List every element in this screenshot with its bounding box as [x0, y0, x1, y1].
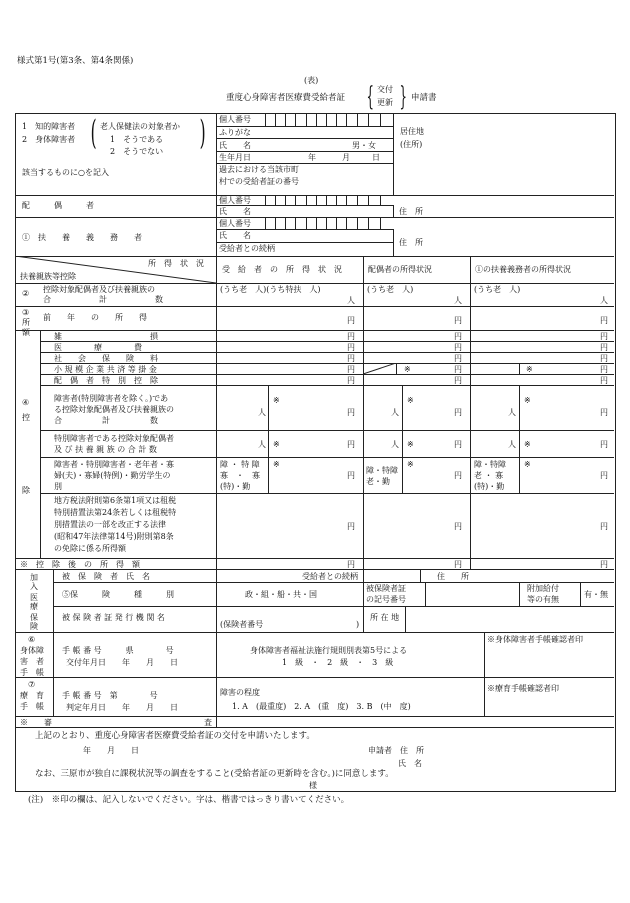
supporter-individual-number-label: 個人番号 [219, 219, 251, 228]
ded8-recipient-1: 障 ・ 特 障 [220, 460, 260, 469]
r9-c2-yen: 円 [454, 522, 462, 531]
ins-type-label: ⑤保 険 種 別 [62, 590, 174, 599]
title-option-issue: 交付 [377, 85, 393, 94]
yen-r2-c3: 円 [600, 343, 608, 352]
deduction-side-1: 控 [22, 413, 30, 422]
dob-day: 日 [372, 153, 380, 162]
review-label: ※ 審 査 [20, 718, 212, 727]
row2-spouse-unit: 人 [454, 296, 462, 305]
rehab-number: ⑦ [28, 680, 36, 689]
ded-spouse-special: 配 偶 者 特 別 控 除 [54, 376, 158, 385]
ded8-supporter-3: (特)・勤 [474, 482, 505, 491]
ded8-spouse-1: 障・特障 [366, 466, 398, 475]
row2-number: ② [22, 289, 30, 298]
r7-c3-star: ※ [524, 440, 531, 449]
ins-location-label: 所 在 地 [370, 613, 400, 622]
r8-c2-star: ※ [407, 460, 414, 469]
ded-social-insurance: 社 会 保 険 料 [54, 354, 158, 363]
yen-r1-c2: 円 [454, 332, 462, 341]
yen-r1-c3: 円 [600, 332, 608, 341]
r6-c2-yen: 円 [454, 408, 462, 417]
physical-grade-rule: 身体障害者福祉法施行規則別表第5号による [250, 646, 408, 655]
r6-c3-star: ※ [524, 396, 531, 405]
open-brace-icon: ( [90, 113, 97, 153]
ded7-label-2: 及 び 扶 養 親 族 の 合 計 数 [54, 445, 157, 454]
ded-medical: 医 療 費 [54, 343, 142, 352]
rehab-side-1: 療 育 [20, 691, 44, 700]
ded8-supporter-1: 障・特障 [474, 460, 506, 469]
elderly-option-yes: 1 そうである [110, 135, 164, 144]
extra-benefit-value: 有・無 [584, 590, 608, 599]
form-number: 様式第1号(第3条、第4条関係) [17, 56, 134, 66]
ins-relation-label: 受給者との続柄 [302, 572, 358, 581]
row3-supporter-yen: 円 [600, 316, 608, 325]
applicant-individual-number-label: 個人番号 [219, 115, 251, 124]
r9-c1-yen: 円 [347, 522, 355, 531]
row2-label-2: 合 計 数 [43, 295, 163, 304]
ded8-label-1: 障害者・特別障害者・老年者・寡 [54, 460, 174, 469]
yen-r3-c2: 円 [454, 354, 462, 363]
deduction-number: ④ [22, 398, 30, 407]
after-c1-yen: 円 [347, 560, 355, 569]
physical-side-1: 身体障 [20, 646, 44, 655]
rehab-degree-options: 1. A (最重度) 2. A (重 度) 3. B (中 度) [232, 702, 411, 711]
r9-c3-yen: 円 [600, 522, 608, 531]
row2-spouse-breakdown: (うち老 人) [367, 285, 414, 294]
ded9-line-5: の免除に係る所得額 [54, 544, 126, 553]
physical-handbook-number: 手 帳 番 号 県 号 [62, 646, 174, 655]
r6-c1-yen: 円 [347, 408, 355, 417]
r6-c1-person: 人 [258, 408, 266, 417]
r8-c3-yen: 円 [600, 471, 608, 480]
rehab-confirm-seal: ※療育手帳確認者印 [487, 684, 559, 693]
spouse-individual-number-label: 個人番号 [219, 196, 251, 205]
extra-benefit-label-2: 等の有無 [527, 595, 559, 604]
row3-side-1: 所 [22, 318, 30, 327]
card-issuer-label: 被 保 険 者 証 発 行 機 関 名 [62, 613, 165, 622]
r7-c1-star: ※ [273, 440, 280, 449]
ded-small-business: 小 規 模 企 業 共 済 等 掛 金 [54, 365, 157, 374]
application-date: 年 月 日 [83, 746, 139, 755]
insurer-number-close: ) [356, 620, 360, 629]
star-r4-c3: ※ [526, 365, 533, 374]
ded9-line-2: 特別措置法第24条若しくは租税特 [54, 508, 177, 517]
insured-name-label: 被 保 険 者 氏 名 [62, 572, 150, 581]
dob-year: 年 [308, 153, 316, 162]
r7-c3-person: 人 [508, 440, 516, 449]
consent-statement: なお、三原市が独自に課税状況等の調査をすること(受給者証の更新時を含む。)に同意します。 [35, 769, 394, 779]
physical-side-3: 手 帳 [20, 668, 44, 677]
row3-label: 前 年 の 所 得 [43, 313, 147, 322]
ins-side-5: 保 [30, 613, 38, 622]
dob-label: 生年月日 [219, 153, 251, 162]
physical-confirm-seal: ※身体障害者手帳確認者印 [487, 635, 583, 644]
rehab-degree-label: 障害の程度 [220, 688, 260, 697]
ins-side-6: 険 [30, 622, 38, 631]
physical-issue-date: 交付年月日 年 月 日 [66, 658, 178, 667]
ded6-label-3: 合 計 数 [54, 416, 158, 425]
r7-c2-person: 人 [391, 440, 399, 449]
physical-grade-options: 1 級 ・ 2 級 ・ 3 級 [282, 658, 394, 667]
form-title-right: 申請書 [411, 93, 437, 103]
after-c2-yen: 円 [454, 560, 462, 569]
row2-supporter-breakdown: (うち老 人) [474, 285, 521, 294]
past-number-label-1: 過去における当該市町 [219, 165, 299, 174]
row-diagonal [363, 363, 396, 374]
r6-c3-person: 人 [508, 408, 516, 417]
r6-c2-star: ※ [407, 396, 414, 405]
ded8-recipient-2: 寡 ・ 寡 [220, 471, 260, 480]
deduction-side-2: 除 [22, 486, 30, 495]
gender-option: 男・女 [352, 141, 376, 150]
supporter-address-label: 住 所 [399, 238, 423, 247]
extra-benefit-label-1: 附加給付 [527, 584, 559, 593]
supporter-label: ① 扶 養 義 務 者 [22, 233, 142, 242]
ded8-label-3: 別 [54, 482, 62, 491]
yen-r4-c1: 円 [347, 365, 355, 374]
r7-c2-yen: 円 [454, 440, 462, 449]
r8-c1-yen: 円 [347, 471, 355, 480]
row3-recipient-yen: 円 [347, 316, 355, 325]
close-brace-icon: ) [199, 113, 206, 153]
ded9-line-4: (昭和47年法律第14号)附則第8条 [54, 532, 174, 541]
yen-r5-c2: 円 [454, 376, 462, 385]
corner-income-label: 所 得 状 況 [148, 259, 204, 268]
footer-note: (注) ※印の欄は、記入しないでください。字は、楷書ではっきり書いてください。 [28, 795, 350, 805]
r8-c3-star: ※ [524, 460, 531, 469]
ded-misc-loss: 雑 損 [54, 332, 158, 341]
applicant-address-label: 申請者 住 所 [368, 746, 424, 755]
open-brace-icon: { [366, 82, 374, 112]
r7-c1-person: 人 [258, 440, 266, 449]
past-number-label-2: 村での受給者証の番号 [219, 177, 299, 186]
yen-r5-c3: 円 [600, 376, 608, 385]
title-option-renew: 更新 [377, 98, 393, 107]
form-title-left: 重度心身障害者医療費受給者証 [226, 93, 346, 103]
ins-side-2: 入 [30, 582, 38, 591]
spouse-label: 配 偶 者 [22, 201, 94, 210]
ins-address-label: 住 所 [437, 572, 469, 581]
row2-recipient-unit: 人 [347, 296, 355, 305]
elderly-option-no: 2 そうでない [110, 147, 164, 156]
condition-intellectual: 1 知的障害者 [22, 122, 76, 131]
yen-r5-c1: 円 [347, 376, 355, 385]
after-c3-yen: 円 [600, 560, 608, 569]
ins-side-3: 医 [30, 593, 38, 602]
r7-c2-star: ※ [407, 440, 414, 449]
ded9-line-3: 別措置法の一部を改正する法律 [54, 520, 166, 529]
physical-number: ⑥ [28, 635, 36, 644]
card-number-label-2: の記号番号 [366, 595, 406, 604]
r6-c1-star: ※ [273, 396, 280, 405]
ded6-label-1: 障害者(特別障害者を除く。)であ [54, 394, 169, 403]
ded6-label-2: る控除対象配偶者及び扶養親族の [54, 405, 174, 414]
ded7-label-1: 特別障害者である控除対象配偶者 [54, 434, 174, 443]
application-statement: 上記のとおり、重度心身障害者医療費受給者証の交付を申請いたします。 [35, 731, 315, 741]
applicant-name-label: 氏 名 [398, 759, 422, 768]
yen-r4-c3: 円 [600, 365, 608, 374]
row3-side-2: 額 [22, 328, 30, 337]
row2-label-1: 控除対象配偶者及び扶養親族の [43, 285, 155, 294]
r7-c3-yen: 円 [600, 440, 608, 449]
insurer-number-label: (保険者番号 [220, 620, 264, 629]
row3-spouse-yen: 円 [454, 316, 462, 325]
circle-note: 該当するものに○を記入 [22, 168, 109, 177]
spouse-name-label: 氏 名 [219, 207, 251, 216]
supporter-relation-label: 受給者との続柄 [219, 244, 275, 253]
ins-side-4: 療 [30, 602, 38, 611]
furigana-label: ふりがな [219, 128, 251, 137]
rehab-judgment-date: 判定年月日 年 月 日 [66, 703, 178, 712]
r6-c3-yen: 円 [600, 408, 608, 417]
ded9-line-1: 地方税法附則第6条第1項又は租税 [54, 496, 177, 505]
condition-physical: 2 身体障害者 [22, 135, 76, 144]
rehab-side-2: 手 帳 [20, 702, 44, 711]
r6-c2-person: 人 [391, 408, 399, 417]
residence-sub: (住所) [400, 140, 423, 149]
row3-number: ③ [22, 308, 30, 317]
elderly-question: 老人保健法の対象者か [100, 122, 180, 131]
corner-deduction-label: 扶養親族等控除 [20, 272, 76, 281]
row2-recipient-breakdown: (うち老 人)(うち特扶 人) [220, 285, 321, 294]
close-brace-icon: } [399, 82, 407, 112]
yen-r3-c3: 円 [600, 354, 608, 363]
star-r4-c2: ※ [404, 365, 411, 374]
after-deduction-label: ※ 控 除 後 の 所 得 額 [20, 560, 140, 569]
physical-side-2: 害 者 [20, 657, 44, 666]
spouse-address-label: 住 所 [399, 207, 423, 216]
dob-month: 月 [342, 153, 350, 162]
table-mark: (表) [304, 76, 319, 85]
ded8-spouse-2: 老・勤 [366, 477, 390, 486]
yen-r2-c2: 円 [454, 343, 462, 352]
r8-c1-star: ※ [273, 460, 280, 469]
yen-r1-c1: 円 [347, 332, 355, 341]
rehab-handbook-number: 手 帳 番 号 第 号 [62, 691, 158, 700]
ded8-supporter-2: 老 ・ 寡 [474, 471, 504, 480]
ded8-recipient-3: (特)・勤 [220, 482, 251, 491]
ins-type-values: 政・組・船・共・国 [245, 590, 317, 599]
yen-r2-c1: 円 [347, 343, 355, 352]
col-supporter-header: ①の扶養義務者の所得状況 [475, 265, 571, 274]
ins-side-1: 加 [30, 573, 38, 582]
col-spouse-header: 配偶者の所得状況 [368, 265, 432, 274]
card-number-label-1: 被保険者証 [366, 584, 406, 593]
residence-label: 居住地 [400, 127, 424, 136]
r7-c1-yen: 円 [347, 440, 355, 449]
ded8-label-2: 婦(夫)・寡婦(特例)・勤労学生の [54, 471, 171, 480]
supporter-name-label: 氏 名 [219, 231, 251, 240]
row2-supporter-unit: 人 [600, 296, 608, 305]
col-recipient-header: 受 給 者 の 所 得 状 況 [222, 265, 342, 274]
addressee-honorific: 様 [309, 781, 317, 790]
r8-c2-yen: 円 [454, 471, 462, 480]
yen-r4-c2: 円 [454, 365, 462, 374]
yen-r3-c1: 円 [347, 354, 355, 363]
applicant-name-label: 氏 名 [219, 141, 251, 150]
